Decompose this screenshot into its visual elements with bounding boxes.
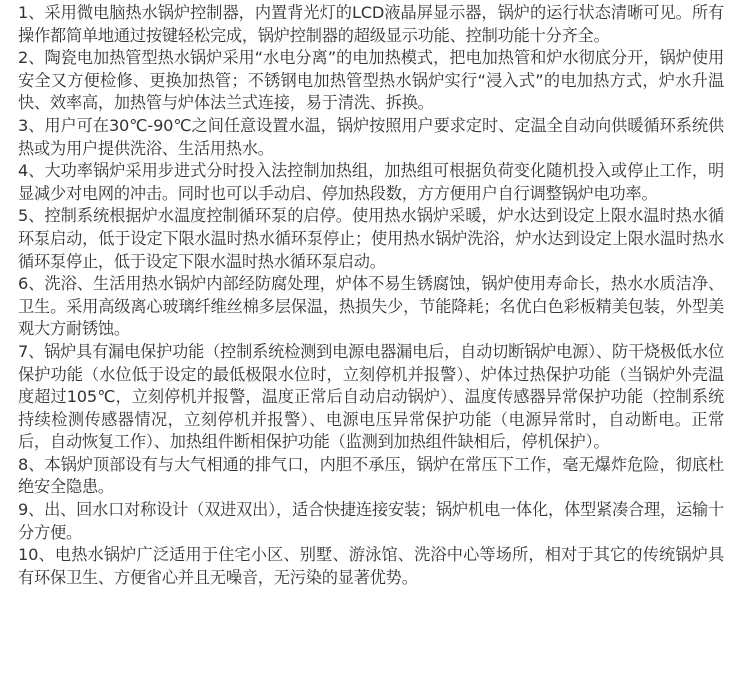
feature-paragraph-2: 2、陶瓷电加热管型热水锅炉采用“水电分离”的电加热模式，把电加热管和炉水彻底分开，锅炉使用安全又方便检修、更换加热管；不锈钢电加热管型热水锅炉实行“浸入式”的电加热方式，炉水升温快、效率高，加热管与炉体法兰式连接，易于清洗、拆换。: [18, 48, 724, 113]
feature-paragraph-1: 1、采用微电脑热水锅炉控制器，内置背光灯的LCD液晶屏显示器，锅炉的运行状态清晰可见。所有操作都简单地通过按键轻松完成，锅炉控制器的超级显示功能、控制功能十分齐全。: [18, 3, 724, 45]
feature-paragraph-9: 9、出、回水口对称设计（双进双出），适合快捷连接安装；锅炉机电一体化，体型紧凑合理，运输十分方便。: [18, 500, 724, 542]
feature-paragraph-3: 3、用户可在30℃-90℃之间任意设置水温，锅炉按照用户要求定时、定温全自动向供暖循环系统供热或为用户提供洗浴、生活用热水。: [18, 115, 724, 158]
feature-paragraph-7: 7、锅炉具有漏电保护功能（控制系统检测到电源电器漏电后，自动切断锅炉电源）、防干烧极低水位保护功能（水位低于设定的最低极限水位时，立刻停机并报警）、炉体过热保护功能（当锅炉外壳温度超过105℃，立刻停机并报警，温度正常后自动启动锅炉）、温度传感器异常保护功能（控制系统持续检测传感器情况，立刻停机并报警）、电源电压异常保护功能（电源异常时，自动断电。正常后，自动恢复工作）、加热组件断相保护功能（监测到加热组件缺相后，停机保护）。: [18, 341, 724, 452]
feature-paragraph-5: 5、控制系统根据炉水温度控制循环泵的启停。使用热水锅炉采暖，炉水达到设定上限水温时热水循环泵启动，低于设定下限水温时热水循环泵停止；使用热水锅炉洗浴，炉水达到设定上限水温时热水循环泵停止，低于设定下限水温时热水循环泵启动。: [18, 206, 724, 271]
feature-paragraph-4: 4、大功率锅炉采用步进式分时投入法控制加热组，加热组可根据负荷变化随机投入或停止工作，明显减少对电网的冲击。同时也可以手动启、停加热段数，方方便用户自行调整锅炉电功率。: [18, 161, 724, 203]
feature-paragraph-6: 6、洗浴、生活用热水锅炉内部经防腐处理，炉体不易生锈腐蚀，锅炉使用寿命长，热水水质洁净、卫生。采用高级离心玻璃纤维丝棉多层保温，热损失少，节能降耗；名优白色彩板精美包装，外型美观大方耐锈蚀。: [18, 274, 724, 339]
feature-paragraph-8: 8、本锅炉顶部设有与大气相通的排气口，内胆不承压，锅炉在常压下工作，毫无爆炸危险，彻底杜绝安全隐患。: [18, 454, 724, 497]
feature-paragraph-10: 10、电热水锅炉广泛适用于住宅小区、别墅、游泳馆、洗浴中心等场所，相对于其它的传统锅炉具有环保卫生、方便省心并且无噪音，无污染的显著优势。: [18, 545, 724, 587]
